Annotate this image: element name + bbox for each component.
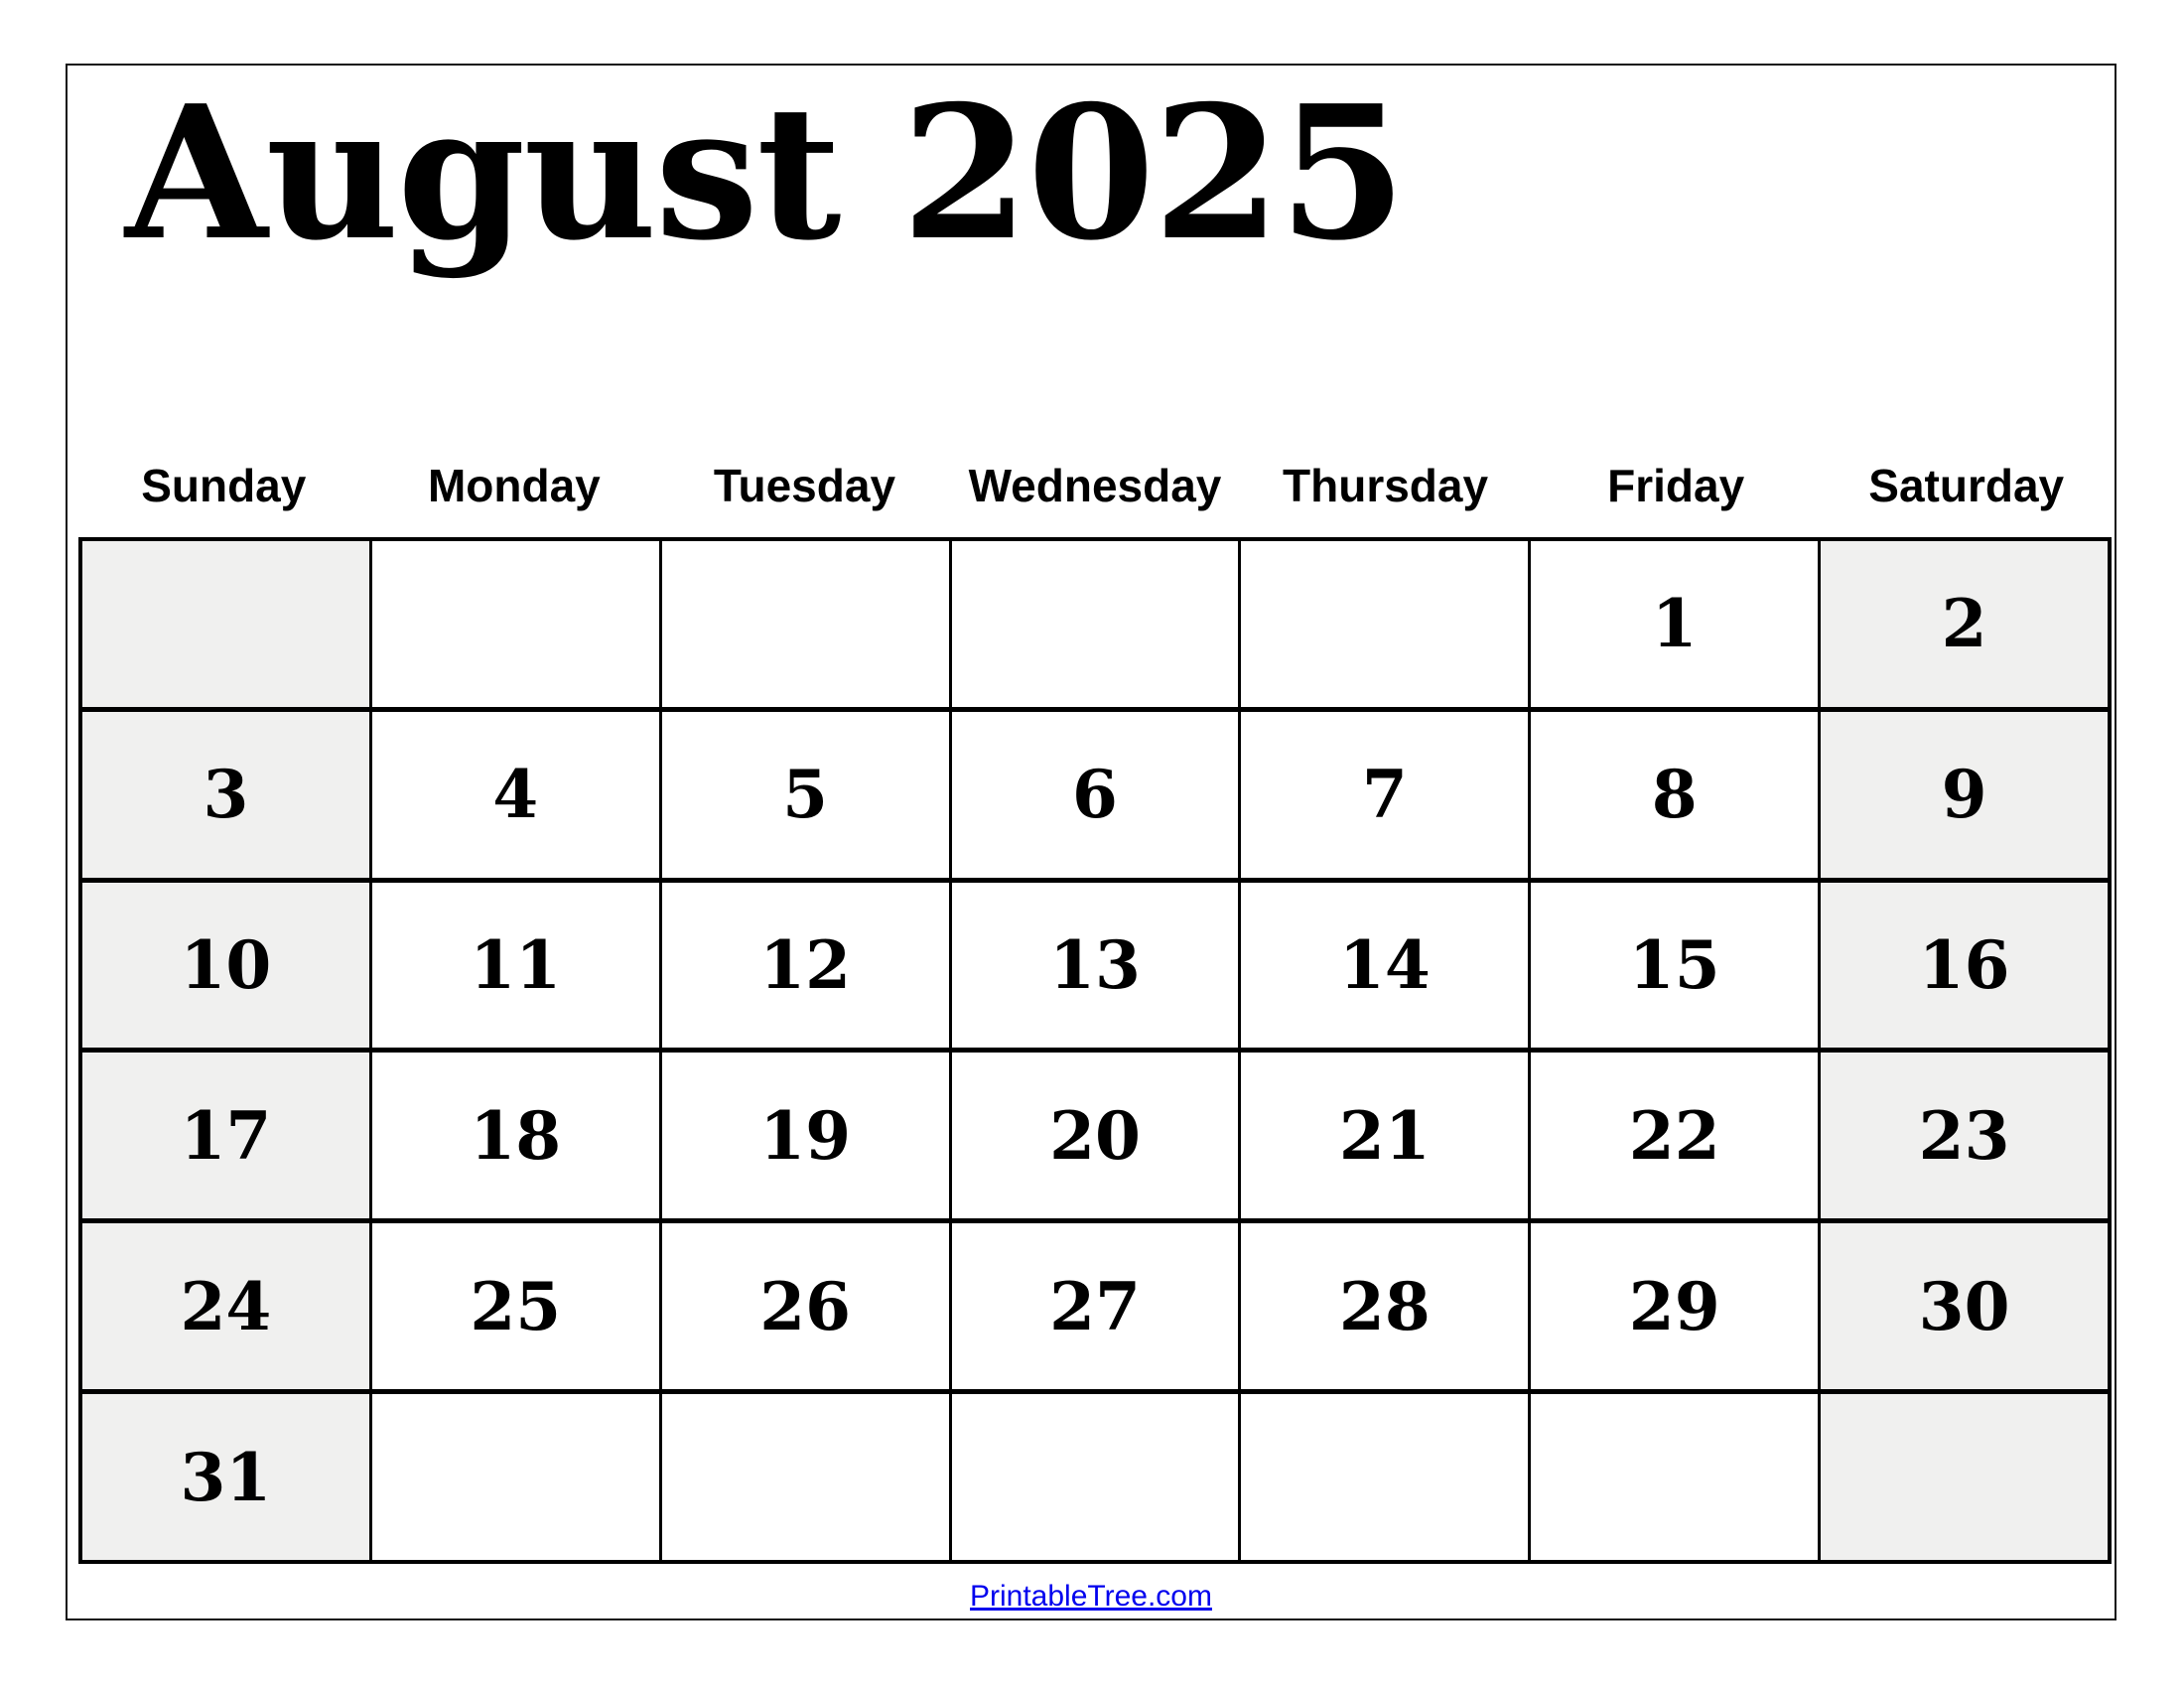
day-cell-16: 16 bbox=[1821, 883, 2108, 1049]
day-cell-6: 6 bbox=[952, 712, 1239, 878]
day-cell-30: 30 bbox=[1821, 1223, 2108, 1389]
day-cell-26: 26 bbox=[662, 1223, 949, 1389]
day-cell-28: 28 bbox=[1241, 1223, 1528, 1389]
empty-day-cell bbox=[1241, 1394, 1528, 1560]
empty-day-cell bbox=[662, 1394, 949, 1560]
day-cell-20: 20 bbox=[952, 1053, 1239, 1218]
day-cell-15: 15 bbox=[1531, 883, 1818, 1049]
weekday-header-tuesday: Tuesday bbox=[713, 460, 896, 511]
day-cell-5: 5 bbox=[662, 712, 949, 878]
empty-day-cell bbox=[952, 1394, 1239, 1560]
day-cell-17: 17 bbox=[82, 1053, 369, 1218]
page-frame bbox=[66, 64, 2116, 1620]
empty-day-cell bbox=[662, 541, 949, 707]
weekday-header-wednesday: Wednesday bbox=[968, 460, 1222, 511]
day-cell-7: 7 bbox=[1241, 712, 1528, 878]
day-cell-8: 8 bbox=[1531, 712, 1818, 878]
day-cell-29: 29 bbox=[1531, 1223, 1818, 1389]
day-cell-3: 3 bbox=[82, 712, 369, 878]
day-cell-31: 31 bbox=[82, 1394, 369, 1560]
day-cell-24: 24 bbox=[82, 1223, 369, 1389]
day-cell-21: 21 bbox=[1241, 1053, 1528, 1218]
weekday-header-friday: Friday bbox=[1607, 460, 1745, 511]
empty-day-cell bbox=[1531, 1394, 1818, 1560]
day-cell-11: 11 bbox=[372, 883, 659, 1049]
printabletree-link[interactable]: PrintableTree.com bbox=[970, 1580, 1212, 1613]
day-cell-19: 19 bbox=[662, 1053, 949, 1218]
day-cell-1: 1 bbox=[1531, 541, 1818, 707]
weekday-header-row bbox=[78, 461, 2112, 510]
empty-day-cell bbox=[952, 541, 1239, 707]
empty-day-cell bbox=[1241, 541, 1528, 707]
empty-day-cell bbox=[372, 1394, 659, 1560]
empty-day-cell bbox=[1821, 1394, 2108, 1560]
empty-day-cell bbox=[372, 541, 659, 707]
day-cell-27: 27 bbox=[952, 1223, 1239, 1389]
day-cell-25: 25 bbox=[372, 1223, 659, 1389]
day-cell-22: 22 bbox=[1531, 1053, 1818, 1218]
footer bbox=[68, 1578, 2115, 1616]
day-cell-18: 18 bbox=[372, 1053, 659, 1218]
day-cell-14: 14 bbox=[1241, 883, 1528, 1049]
weekday-header-thursday: Thursday bbox=[1283, 460, 1489, 511]
day-cell-12: 12 bbox=[662, 883, 949, 1049]
calendar-grid bbox=[78, 537, 2112, 1564]
weekday-header-monday: Monday bbox=[427, 460, 601, 511]
day-cell-2: 2 bbox=[1821, 541, 2108, 707]
calendar-title: August 2025 bbox=[125, 65, 1405, 281]
day-cell-9: 9 bbox=[1821, 712, 2108, 878]
day-cell-23: 23 bbox=[1821, 1053, 2108, 1218]
weekday-header-sunday: Sunday bbox=[141, 460, 307, 511]
day-cell-4: 4 bbox=[372, 712, 659, 878]
weekday-header-saturday: Saturday bbox=[1868, 460, 2065, 511]
empty-day-cell bbox=[82, 541, 369, 707]
day-cell-10: 10 bbox=[82, 883, 369, 1049]
day-cell-13: 13 bbox=[952, 883, 1239, 1049]
